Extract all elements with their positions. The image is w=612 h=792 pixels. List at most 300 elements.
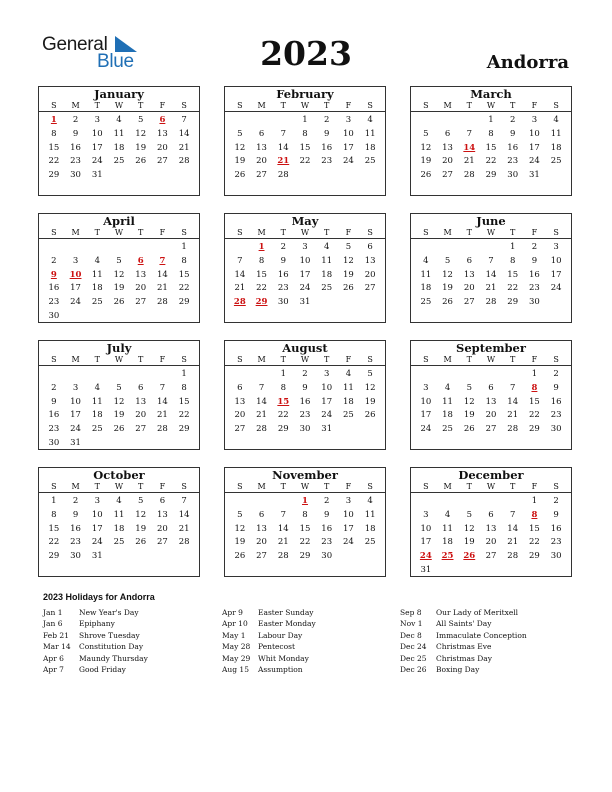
holiday-date: May 1 <box>222 630 246 640</box>
weekday-label: S <box>237 482 243 491</box>
day-grid <box>39 493 199 564</box>
day-cell: 20 <box>256 156 267 167</box>
day-cell: 20 <box>135 283 147 294</box>
day-cell: 26 <box>234 170 246 181</box>
day-cell: 16 <box>299 396 311 407</box>
day-cell: 4 <box>323 242 330 252</box>
day-cell: 9 <box>72 509 79 520</box>
day-cell: 25 <box>364 537 376 548</box>
day-cell: 15 <box>256 269 267 280</box>
weekday-label: W <box>300 482 310 491</box>
day-cell: 20 <box>442 156 453 167</box>
month-august <box>224 340 386 450</box>
holiday-name: Easter Monday <box>258 619 316 629</box>
day-grid <box>225 239 385 310</box>
weekday-label: F <box>345 101 352 110</box>
day-cell: 4 <box>367 115 373 125</box>
day-cell: 16 <box>321 523 333 534</box>
day-cell: 7 <box>258 382 265 393</box>
day-cell: 9 <box>553 509 559 520</box>
day-cell: 6 <box>367 242 373 252</box>
day-cell: 17 <box>299 269 311 280</box>
day-cell: 15 <box>485 142 497 153</box>
day-cell: 6 <box>237 382 243 393</box>
day-cell: 3 <box>94 115 100 125</box>
month-name: January <box>94 87 144 101</box>
month-name: July <box>106 341 132 355</box>
day-cell: 9 <box>72 128 79 139</box>
day-cell: 18 <box>364 142 376 153</box>
weekday-label: T <box>138 101 144 110</box>
day-cell: 5 <box>137 496 144 506</box>
holiday-row <box>43 607 223 618</box>
day-cell: 27 <box>135 297 147 308</box>
day-cell: 16 <box>550 523 562 534</box>
weekday-header <box>39 481 199 493</box>
weekday-header <box>39 354 199 366</box>
weekday-header <box>411 100 571 112</box>
day-cell: 30 <box>70 170 81 181</box>
day-cell: 11 <box>420 269 432 280</box>
day-cell: 24 <box>70 297 81 308</box>
day-cell: 11 <box>91 269 103 280</box>
empty-cell <box>480 241 502 255</box>
weekday-label: T <box>94 101 100 110</box>
day-cell: 8 <box>280 382 286 393</box>
day-cell: 26 <box>463 424 475 435</box>
empty-cell <box>502 495 524 509</box>
holiday-row <box>400 664 580 675</box>
empty-cell <box>152 368 174 382</box>
day-cell: 11 <box>364 509 376 520</box>
weekday-header <box>411 354 571 366</box>
day-cell: 23 <box>550 537 562 548</box>
day-cell: 12 <box>463 396 475 407</box>
day-cell: 12 <box>234 523 246 534</box>
day-cell: 13 <box>485 396 497 407</box>
day-cell: 23 <box>321 156 333 167</box>
empty-cell <box>437 241 459 255</box>
day-cell: 15 <box>48 523 60 534</box>
weekday-label: T <box>94 228 100 237</box>
day-cell: 16 <box>507 142 519 153</box>
day-cell: 8 <box>488 128 494 139</box>
day-cell: 29 <box>299 551 311 562</box>
empty-cell <box>251 368 273 382</box>
day-cell: 17 <box>70 410 81 421</box>
day-cell: 19 <box>135 142 147 153</box>
weekday-label: S <box>367 355 373 364</box>
day-cell: 29 <box>48 170 60 181</box>
day-cell: 5 <box>345 242 352 252</box>
empty-cell <box>458 495 480 509</box>
holiday-day-cell: 21 <box>277 156 290 167</box>
holiday-name: Our Lady of Meritxell <box>436 608 519 617</box>
holiday-day-cell: 14 <box>463 142 476 153</box>
weekday-label: S <box>51 355 57 364</box>
holiday-day-cell: 6 <box>159 115 166 125</box>
weekday-label: M <box>443 355 452 364</box>
day-cell: 18 <box>91 410 103 421</box>
holiday-name: Boxing Day <box>436 664 480 674</box>
day-cell: 1 <box>181 369 187 379</box>
weekday-label: S <box>181 101 187 110</box>
holiday-day-cell: 10 <box>69 269 82 280</box>
day-grid <box>39 239 199 324</box>
weekday-header <box>411 227 571 239</box>
weekday-label: S <box>423 228 429 237</box>
empty-cell <box>43 241 65 255</box>
empty-cell <box>437 368 459 382</box>
weekday-label: T <box>280 482 286 491</box>
weekday-label: S <box>423 355 429 364</box>
day-cell: 17 <box>550 269 562 280</box>
holiday-column <box>43 607 223 675</box>
day-cell: 19 <box>113 283 125 294</box>
empty-cell <box>458 368 480 382</box>
day-cell: 24 <box>550 283 562 294</box>
day-cell: 6 <box>466 255 472 266</box>
weekday-header <box>411 481 571 493</box>
day-cell: 27 <box>442 170 453 181</box>
day-cell: 23 <box>550 410 562 421</box>
holiday-row <box>43 664 223 675</box>
day-cell: 31 <box>420 564 432 575</box>
day-cell: 28 <box>157 297 168 308</box>
month-name: October <box>93 468 145 482</box>
weekday-label: M <box>257 355 266 364</box>
holiday-row <box>43 618 223 629</box>
day-cell: 19 <box>463 537 475 548</box>
month-name: December <box>458 468 524 482</box>
day-cell: 12 <box>364 382 376 393</box>
holiday-column <box>400 607 580 675</box>
day-cell: 25 <box>550 156 562 167</box>
holiday-date: May 28 <box>222 642 251 652</box>
weekday-label: W <box>300 228 310 237</box>
day-cell: 30 <box>550 551 562 562</box>
day-cell: 24 <box>91 537 103 548</box>
day-cell: 28 <box>463 170 475 181</box>
weekday-label: T <box>466 228 472 237</box>
month-name: September <box>456 341 526 355</box>
day-cell: 10 <box>420 523 432 534</box>
day-cell: 2 <box>51 382 57 393</box>
day-cell: 5 <box>116 382 122 393</box>
day-cell: 12 <box>113 396 125 407</box>
day-cell: 10 <box>343 128 354 139</box>
weekday-label: W <box>114 228 124 237</box>
weekday-label: S <box>181 228 187 237</box>
day-cell: 29 <box>529 424 540 435</box>
holiday-name: Immaculate Conception <box>436 630 527 640</box>
day-cell: 10 <box>343 509 354 520</box>
day-cell: 31 <box>529 170 540 181</box>
day-cell: 11 <box>113 509 125 520</box>
day-cell: 18 <box>343 396 354 407</box>
day-cell: 25 <box>91 297 103 308</box>
weekday-label: T <box>466 101 472 110</box>
holiday-row <box>400 607 580 618</box>
day-cell: 31 <box>70 437 81 448</box>
day-cell: 9 <box>280 255 286 266</box>
day-cell: 17 <box>343 523 354 534</box>
weekday-label: M <box>71 228 80 237</box>
day-cell: 16 <box>321 142 333 153</box>
holiday-name: Constitution Day <box>79 642 144 652</box>
day-cell: 25 <box>113 156 125 167</box>
day-cell: 4 <box>94 255 100 266</box>
day-cell: 13 <box>256 523 267 534</box>
empty-cell <box>251 495 273 509</box>
day-cell: 1 <box>51 496 57 506</box>
day-cell: 10 <box>91 509 103 520</box>
empty-cell <box>86 241 108 255</box>
weekday-label: T <box>510 355 516 364</box>
empty-cell <box>65 368 87 382</box>
day-cell: 11 <box>343 382 354 393</box>
day-cell: 9 <box>323 128 330 139</box>
day-cell: 7 <box>509 509 516 520</box>
day-cell: 23 <box>48 297 60 308</box>
empty-cell <box>130 241 152 255</box>
day-cell: 16 <box>70 523 81 534</box>
holiday-date: Apr 9 <box>222 608 243 617</box>
empty-cell <box>437 114 459 128</box>
day-cell: 2 <box>302 369 308 379</box>
month-name: March <box>470 87 512 101</box>
day-cell: 28 <box>178 156 190 167</box>
empty-cell <box>229 241 251 255</box>
weekday-label: T <box>510 228 516 237</box>
empty-cell <box>251 114 273 128</box>
day-cell: 22 <box>256 283 267 294</box>
day-cell: 20 <box>135 410 147 421</box>
day-cell: 30 <box>48 310 60 321</box>
day-cell: 15 <box>299 142 311 153</box>
empty-cell <box>272 495 294 509</box>
day-cell: 17 <box>91 523 103 534</box>
weekday-label: S <box>553 355 559 364</box>
holiday-day-cell: 7 <box>159 255 166 266</box>
day-cell: 9 <box>302 382 308 393</box>
day-cell: 7 <box>466 128 472 139</box>
weekday-label: T <box>280 101 286 110</box>
day-cell: 25 <box>442 424 453 435</box>
empty-cell <box>437 495 459 509</box>
weekday-label: T <box>138 482 144 491</box>
day-cell: 17 <box>420 410 432 421</box>
holiday-date: Nov 1 <box>400 619 423 629</box>
day-cell: 21 <box>256 410 267 421</box>
day-cell: 12 <box>135 509 147 520</box>
day-cell: 19 <box>442 283 453 294</box>
day-cell: 5 <box>116 255 122 266</box>
weekday-header <box>225 100 385 112</box>
weekday-label: W <box>486 228 496 237</box>
month-october <box>38 467 200 577</box>
day-cell: 6 <box>488 509 494 520</box>
weekday-label: T <box>324 228 330 237</box>
weekday-label: M <box>443 482 452 491</box>
weekday-label: F <box>531 101 538 110</box>
logo-blue-text: Blue <box>97 51 134 72</box>
day-cell: 3 <box>531 115 538 125</box>
holiday-name: All Saints' Day <box>436 619 492 629</box>
holiday-day-cell: 25 <box>441 551 454 562</box>
day-cell: 10 <box>321 382 333 393</box>
day-cell: 21 <box>277 537 289 548</box>
day-cell: 31 <box>91 551 103 562</box>
day-cell: 22 <box>299 537 311 548</box>
day-cell: 13 <box>135 269 147 280</box>
day-cell: 27 <box>463 297 475 308</box>
day-cell: 13 <box>234 396 246 407</box>
weekday-label: T <box>324 101 330 110</box>
holiday-date: Apr 7 <box>43 664 64 674</box>
day-cell: 25 <box>113 537 125 548</box>
day-cell: 24 <box>321 410 333 421</box>
empty-cell <box>229 114 251 128</box>
weekday-label: W <box>300 355 310 364</box>
day-cell: 6 <box>258 128 265 139</box>
day-cell: 4 <box>444 382 451 393</box>
day-cell: 12 <box>420 142 432 153</box>
day-cell: 17 <box>321 396 333 407</box>
month-january <box>38 86 200 196</box>
day-cell: 18 <box>113 523 125 534</box>
weekday-label: W <box>300 101 310 110</box>
holiday-day-cell: 28 <box>233 297 246 308</box>
day-cell: 27 <box>157 156 168 167</box>
weekday-label: T <box>510 101 516 110</box>
day-cell: 17 <box>70 283 81 294</box>
month-february <box>224 86 386 196</box>
day-cell: 16 <box>70 142 81 153</box>
day-cell: 15 <box>529 396 540 407</box>
day-cell: 14 <box>507 396 519 407</box>
day-cell: 10 <box>91 128 103 139</box>
holiday-date: Apr 6 <box>43 653 64 663</box>
weekday-label: T <box>138 228 144 237</box>
holiday-row <box>43 630 223 641</box>
weekday-label: F <box>159 228 166 237</box>
day-cell: 22 <box>529 537 540 548</box>
day-cell: 21 <box>485 283 497 294</box>
day-cell: 20 <box>364 269 376 280</box>
day-cell: 21 <box>463 156 475 167</box>
empty-cell <box>86 368 108 382</box>
day-cell: 19 <box>113 410 125 421</box>
holiday-day-cell: 29 <box>255 297 268 308</box>
day-cell: 18 <box>420 283 432 294</box>
day-cell: 12 <box>135 128 147 139</box>
empty-cell <box>43 368 65 382</box>
weekday-label: T <box>280 228 286 237</box>
day-cell: 13 <box>157 509 168 520</box>
empty-cell <box>415 495 437 509</box>
holiday-date: Jan 1 <box>43 608 63 617</box>
weekday-label: S <box>367 101 373 110</box>
holiday-name: Whit Monday <box>258 653 309 663</box>
day-grid <box>225 112 385 183</box>
weekday-label: F <box>345 482 352 491</box>
day-cell: 21 <box>178 142 190 153</box>
day-cell: 26 <box>113 424 125 435</box>
weekday-label: S <box>423 482 429 491</box>
day-cell: 26 <box>442 297 453 308</box>
holiday-column <box>222 607 402 675</box>
day-cell: 12 <box>463 523 475 534</box>
day-cell: 20 <box>234 410 246 421</box>
day-cell: 30 <box>321 551 333 562</box>
day-cell: 4 <box>423 255 429 266</box>
day-cell: 5 <box>137 115 144 125</box>
day-cell: 14 <box>234 269 246 280</box>
weekday-label: T <box>510 482 516 491</box>
day-cell: 24 <box>91 156 103 167</box>
day-cell: 8 <box>181 255 187 266</box>
day-cell: 19 <box>135 523 147 534</box>
day-cell: 29 <box>485 170 497 181</box>
empty-cell <box>458 114 480 128</box>
day-cell: 15 <box>178 396 190 407</box>
day-cell: 7 <box>181 496 187 506</box>
weekday-label: M <box>71 355 80 364</box>
weekday-label: W <box>486 101 496 110</box>
holiday-date: Dec 24 <box>400 642 427 652</box>
holiday-row <box>43 641 223 652</box>
day-cell: 14 <box>256 396 267 407</box>
day-cell: 26 <box>364 410 376 421</box>
month-may <box>224 213 386 323</box>
day-cell: 4 <box>116 115 122 125</box>
holiday-row <box>222 653 402 664</box>
day-cell: 11 <box>442 523 453 534</box>
day-cell: 27 <box>157 537 168 548</box>
month-name: April <box>103 214 135 228</box>
day-cell: 4 <box>94 382 100 393</box>
day-cell: 26 <box>135 537 147 548</box>
holiday-day-cell: 1 <box>50 115 57 125</box>
day-cell: 5 <box>367 369 373 379</box>
day-cell: 27 <box>234 424 246 435</box>
day-cell: 22 <box>48 156 60 167</box>
day-cell: 22 <box>277 410 289 421</box>
month-march <box>410 86 572 196</box>
day-cell: 8 <box>181 382 187 393</box>
holiday-row <box>222 607 402 618</box>
day-cell: 4 <box>345 369 352 379</box>
day-cell: 24 <box>420 424 432 435</box>
day-cell: 17 <box>420 537 432 548</box>
day-cell: 15 <box>507 269 519 280</box>
month-december <box>410 467 572 577</box>
empty-cell <box>229 368 251 382</box>
day-cell: 27 <box>364 283 376 294</box>
day-cell: 12 <box>113 269 125 280</box>
day-cell: 24 <box>343 156 354 167</box>
day-grid <box>411 366 571 437</box>
day-grid <box>39 366 199 451</box>
holiday-date: Mar 14 <box>43 642 71 652</box>
holiday-name: Pentecost <box>258 642 296 652</box>
day-cell: 18 <box>364 523 376 534</box>
month-name: February <box>276 87 334 101</box>
weekday-label: T <box>466 355 472 364</box>
empty-cell <box>415 114 437 128</box>
day-cell: 13 <box>256 142 267 153</box>
